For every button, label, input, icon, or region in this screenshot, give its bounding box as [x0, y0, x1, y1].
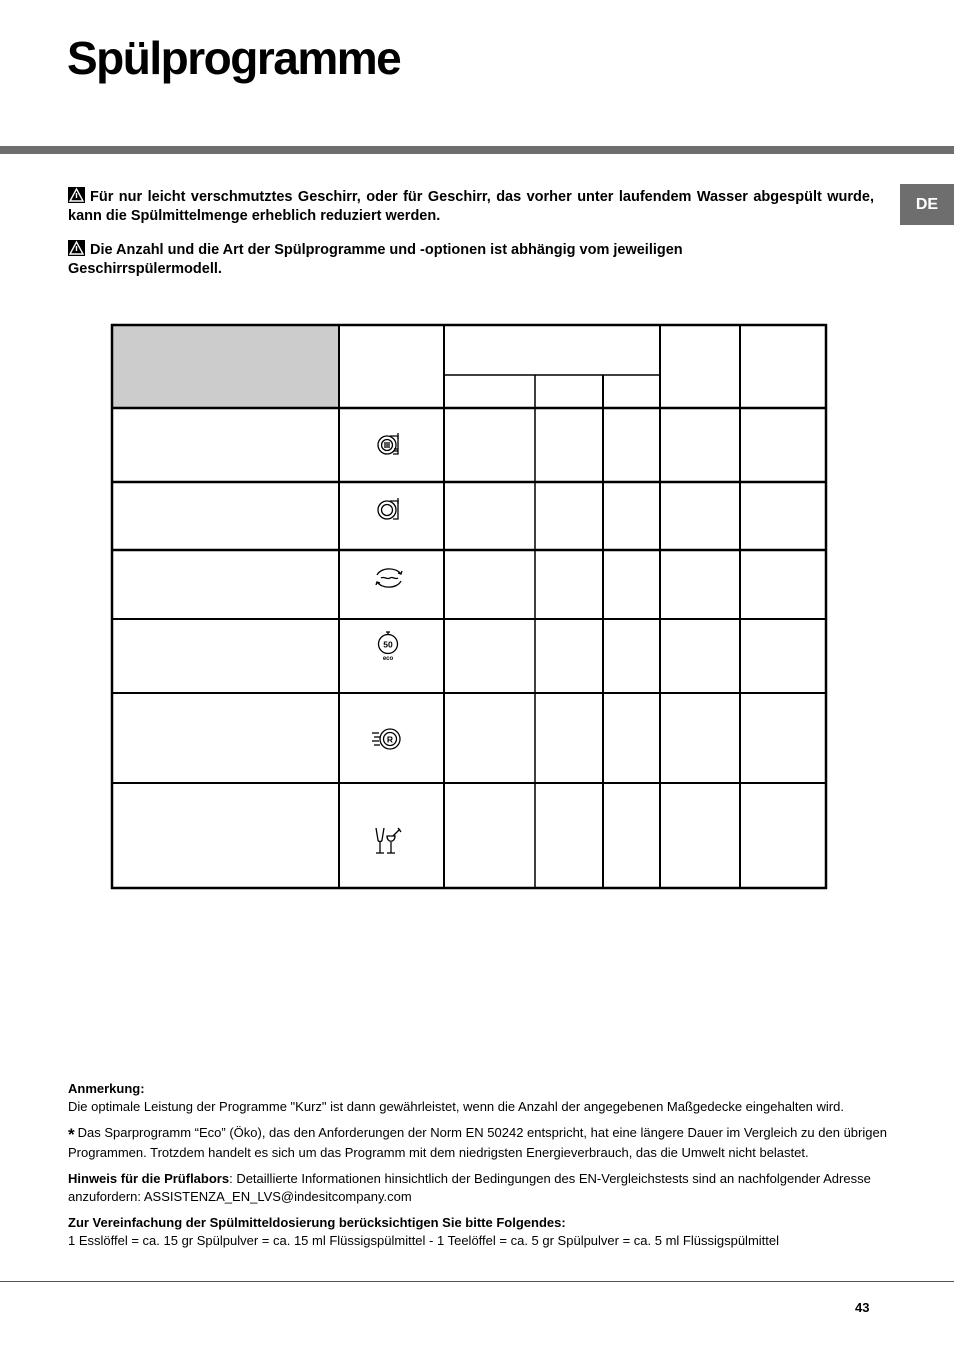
- labs-text: : Detaillierte Informationen hinsichtlich der Bedingungen des EN-Vergleichstests sind an nachfolgender Adresse anzufordern: ASSISTENZA_EN_LVS@indesitcompany.com: [68, 1171, 871, 1204]
- labs-note: [68, 1170, 903, 1206]
- page-title: Spülprogramme: [67, 32, 401, 84]
- dosage-text: 1 Esslöffel = ca. 15 gr Spülpulver = ca. 15 ml Flüssigspülmittel - 1 Teelöffel = ca. 5 gr Spülpulver = ca. 5 ml Flüssigspülmittel: [68, 1233, 780, 1248]
- models-note-text: Die Anzahl und die Art der Spülprogramme und -optionen ist abhängig vom jeweiligen Geschirrspülermodell.: [68, 242, 683, 277]
- prewash-program-icon: [372, 564, 406, 592]
- normal-program-icon: [374, 497, 406, 523]
- footer-rule: [0, 1281, 954, 1282]
- svg-text:eco: eco: [382, 656, 394, 662]
- eco-note-text: Das Sparprogramm “Eco” (Öko), das den Anforderungen der Norm EN 50242 entspricht, hat eine längere Dauer im Vergleich zu den übrigen Programmen. Trotzdem handelt es sich um das Programm mit dem niedrigsten Energieverbrauch, das die Umwelt nicht belastet.: [68, 1125, 887, 1160]
- eco-note: [68, 1124, 903, 1162]
- detergent-note-text: Für nur leicht verschmutztes Geschirr, oder für Geschirr, das vorher unter laufendem Wasser abgespült wurde, kann die Spülmittelmenge erheblich reduziert werden.: [68, 189, 874, 224]
- intensive-program-icon: [374, 430, 406, 458]
- table-lines: [111, 324, 827, 889]
- asterisk: *: [68, 1125, 75, 1144]
- footer-notes: [68, 1080, 903, 1258]
- language-tab: DE: [900, 184, 954, 225]
- rapid-program-icon: [371, 725, 405, 753]
- page-number: 43: [855, 1300, 870, 1315]
- remark: [68, 1080, 903, 1116]
- table-header-shaded-cell: [113, 326, 339, 408]
- svg-text:50: 50: [383, 639, 393, 650]
- labs-heading: Hinweis für die Prüflabors: [68, 1171, 230, 1186]
- remark-text: Die optimale Leistung der Programme "Kurz" ist dann gewährleistet, wenn die Anzahl der angegebenen Maßgedecke eingehalten wird.: [68, 1099, 844, 1114]
- eco-50-program-icon: [375, 627, 403, 663]
- dosage-heading: Zur Vereinfachung der Spülmitteldosierung berücksichtigen Sie bitte Folgendes:: [68, 1215, 566, 1230]
- glass-program-icon: [372, 826, 404, 856]
- remark-heading: Anmerkung:: [68, 1081, 145, 1096]
- dosage-note: [68, 1214, 903, 1250]
- svg-text:R: R: [386, 734, 394, 745]
